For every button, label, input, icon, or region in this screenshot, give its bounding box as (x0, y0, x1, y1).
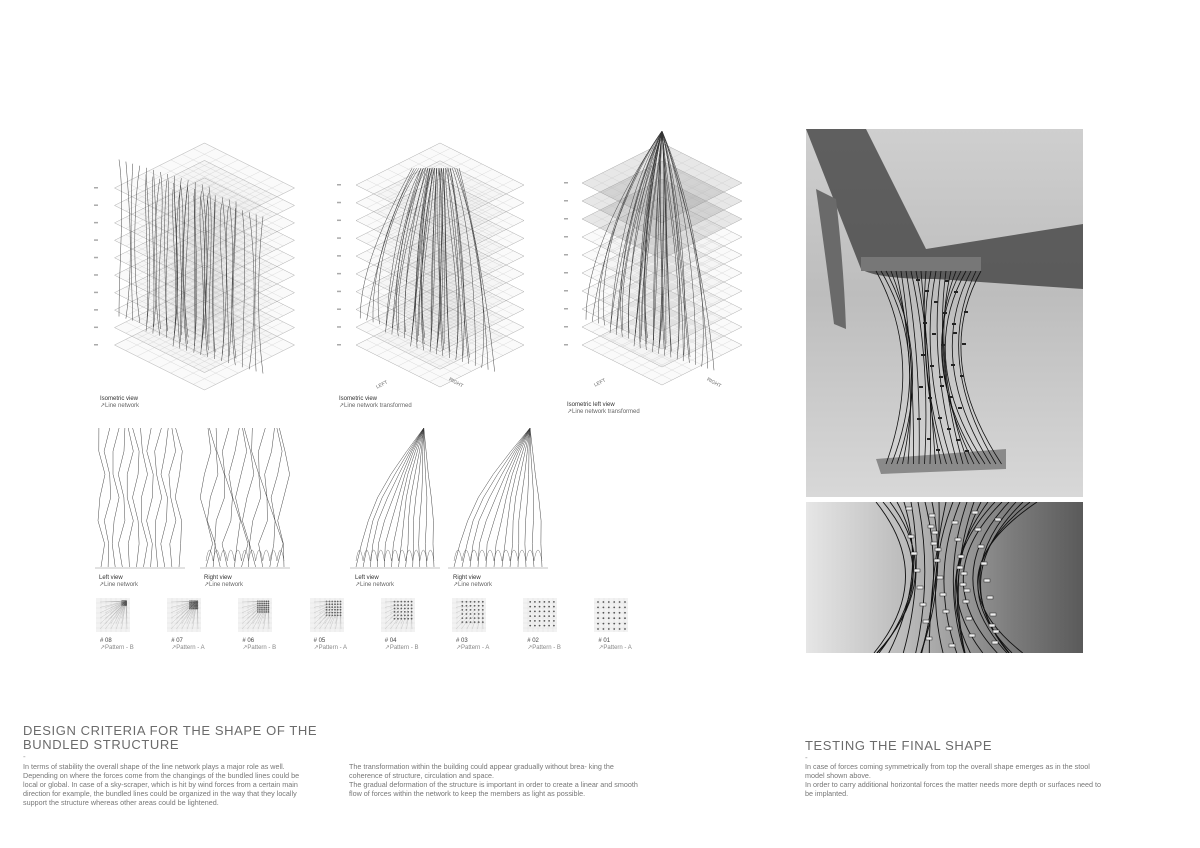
pattern-label (100, 638, 134, 652)
section2-dash: - (805, 753, 808, 762)
pattern-thumbnail (594, 598, 628, 632)
right1-title: Right view (204, 575, 232, 581)
left2-title: Left view (355, 575, 379, 581)
iso3-tag-left: LEFT (593, 377, 607, 389)
iso2-title: Isometric view (339, 396, 378, 402)
pattern-label (242, 638, 276, 652)
isometric-line-network-diagram (92, 125, 317, 400)
right-view-line-network (200, 424, 290, 569)
iso3-caption (567, 402, 640, 416)
right2-caption (453, 575, 492, 589)
stool-detail-illustration (806, 502, 1083, 653)
design-criteria-paragraph: In terms of stability the overall shape of the line network plays a major role as well. Depending on where the forces come from the changings of the bundled lines could be local or global. In case of a sky-scraper, which is hit by wind forces from a certain main direction for example, the bundled lines could be organized in the way that they locally support the structure whereas other areas could be lightened. (23, 762, 300, 807)
stool-detail-photo (806, 502, 1083, 653)
pattern-number: # 02 (527, 638, 539, 644)
pattern-number: # 07 (171, 638, 183, 644)
pattern-label (314, 638, 347, 652)
left-view-transformed-network (350, 424, 440, 569)
pattern-thumbnail (310, 598, 344, 632)
testing-paragraph-2: In order to carry additional horizontal forces the matter needs more depth or surfaces need to be implanted. (805, 780, 1102, 798)
pattern-number: # 03 (456, 638, 468, 644)
section1-dash: - (23, 752, 26, 761)
iso3-tag-right: RIGHT (705, 376, 723, 390)
isometric-transformed-diagram (335, 125, 545, 400)
pattern-label (598, 638, 631, 652)
pattern-thumbnail (167, 598, 201, 632)
right-view-transformed-network (448, 424, 548, 569)
left-view-line-network (95, 424, 185, 569)
pattern-type: ↗ Pattern - B (100, 645, 134, 652)
iso1-caption (100, 396, 139, 410)
iso2-subtitle: ↗ Line network transformed (339, 403, 412, 410)
design-criteria-heading (23, 724, 317, 752)
left1-title: Left view (99, 575, 123, 581)
pattern-number: # 08 (100, 638, 112, 644)
iso2-tag-right: RIGHT (447, 376, 465, 390)
right2-title: Right view (453, 575, 481, 581)
pattern-type: ↗ Pattern - A (598, 645, 631, 652)
pattern-type: ↗ Pattern - B (242, 645, 276, 652)
pattern-thumbnail (381, 598, 415, 632)
transformation-paragraph-a: The transformation within the building could appear gradually without brea- king the coherence of structure, circulation and space. (349, 762, 614, 780)
pattern-type: ↗ Pattern - A (314, 645, 347, 652)
pattern-type: ↗ Pattern - B (527, 645, 561, 652)
pattern-label (527, 638, 561, 652)
iso3-title: Isometric left view (567, 402, 615, 408)
testing-paragraph-1: In case of forces coming symmetrically from top the overall shape emerges as in the stool model shown above. (805, 762, 1090, 780)
right2-subtitle: ↗ Line network (453, 582, 492, 589)
left2-subtitle: ↗ Line network (355, 582, 394, 589)
design-criteria-heading-line2: BUNDLED STRUCTURE (23, 737, 180, 752)
testing-paragraph (805, 762, 1105, 798)
isometric-left-transformed-diagram (562, 125, 762, 400)
pattern-label (171, 638, 204, 652)
right1-subtitle: ↗ Line network (204, 582, 243, 589)
transformation-paragraph (349, 762, 639, 798)
transformation-paragraph-b: The gradual deformation of the structure is important in order to create a linear and smooth flow of forces within the network to keep the members as light as possible. (349, 780, 638, 798)
left2-caption (355, 575, 394, 589)
pattern-number: # 04 (384, 638, 397, 644)
iso2-caption (339, 396, 412, 410)
iso1-subtitle: ↗ Line network (100, 403, 139, 410)
pattern-thumbnail (238, 598, 272, 632)
right1-caption (204, 575, 243, 589)
pattern-thumbnail (523, 598, 557, 632)
design-criteria-heading-line1: DESIGN CRITERIA FOR THE SHAPE OF THE (23, 723, 318, 738)
pattern-thumbnail (452, 598, 486, 632)
left1-subtitle: ↗ Line network (99, 582, 138, 589)
stool-model-illustration (806, 129, 1083, 497)
testing-final-shape-heading: TESTING THE FINAL SHAPE (805, 738, 993, 753)
pattern-number: # 01 (598, 638, 611, 644)
pattern-thumbnail (96, 598, 130, 632)
pattern-label (456, 638, 489, 652)
iso2-tag-left: LEFT (375, 379, 389, 391)
pattern-label (385, 638, 419, 652)
pattern-number: # 05 (313, 638, 326, 644)
iso3-subtitle: ↗ Line network transformed (567, 409, 640, 416)
pattern-number: # 06 (242, 638, 255, 644)
pattern-type: ↗ Pattern - A (171, 645, 204, 652)
iso1-title: Isometric view (100, 396, 139, 402)
pattern-type: ↗ Pattern - A (456, 645, 489, 652)
stool-model-photo (806, 129, 1083, 497)
left1-caption (99, 575, 138, 589)
pattern-type: ↗ Pattern - B (385, 645, 419, 652)
